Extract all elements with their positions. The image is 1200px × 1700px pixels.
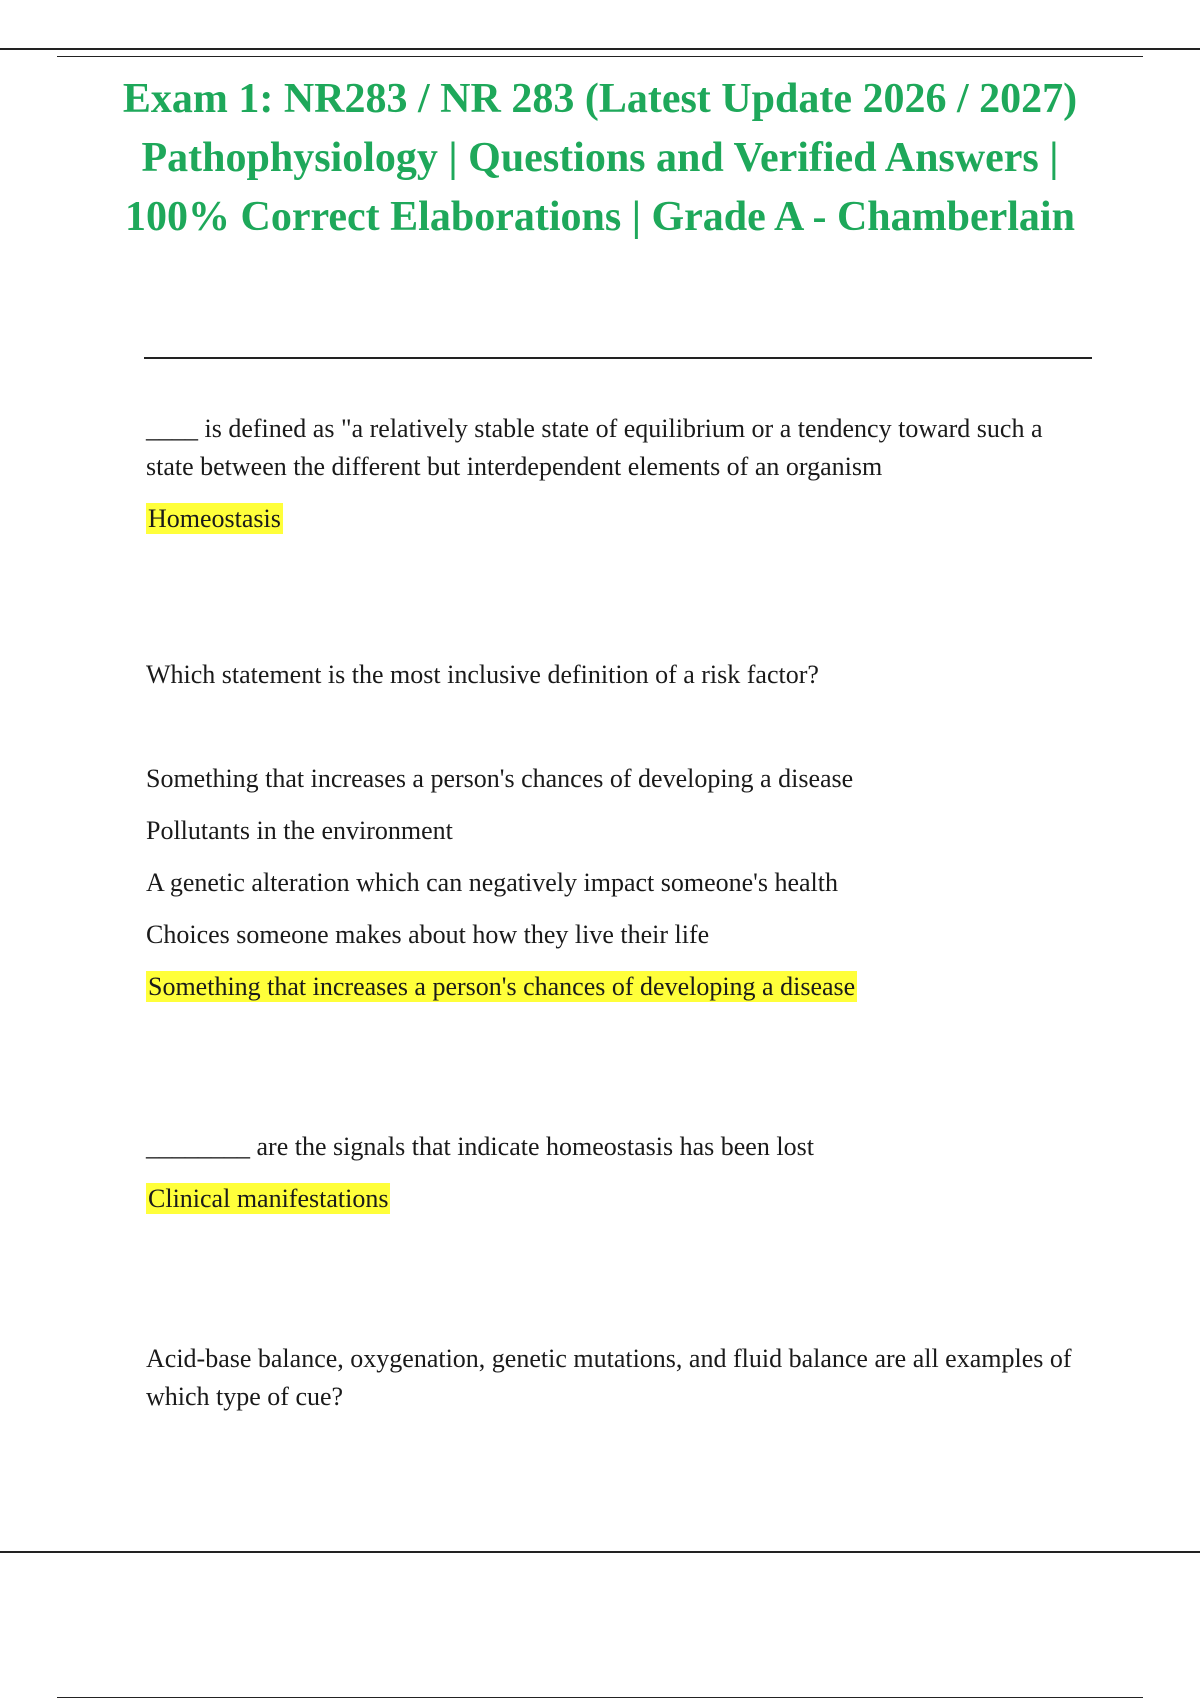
answer-options [146, 760, 1086, 954]
top-page-rule [0, 48, 1200, 50]
answer-option: A genetic alteration which can negatively impact someone's health [146, 868, 838, 897]
question-text: Which statement is the most inclusive definition of a risk factor? [146, 660, 819, 689]
answer-option: Something that increases a person's chances of developing a disease [146, 764, 854, 793]
document-title: Exam 1: NR283 / NR 283 (Latest Update 2026 / 2027) Pathophysiology | Questions and Verified Answers | 100% Correct Elaborations | Grade A - Chamberlain [122, 76, 1078, 240]
question-block [146, 656, 1086, 1006]
highlighted-answer: Something that increases a person's chances of developing a disease [148, 972, 856, 1001]
highlighted-answer: Homeostasis [148, 504, 281, 533]
question-text: ____ is defined as "a relatively stable state of equilibrium or a tendency toward such a state between the different but interdependent elements of an organism [146, 414, 1043, 481]
question-text: Acid-base balance, oxygenation, genetic mutations, and fluid balance are all examples of which type of cue? [146, 1344, 1072, 1411]
bottom-page-rule [0, 1551, 1200, 1553]
top-inner-rule [57, 56, 1143, 57]
question-block [146, 410, 1086, 538]
question-text: ________ are the signals that indicate homeostasis has been lost [146, 1132, 814, 1161]
bottom-inner-rule [57, 1697, 1143, 1698]
answer-option: Pollutants in the environment [146, 816, 453, 845]
title-divider [144, 357, 1092, 359]
answer-option: Choices someone makes about how they live their life [146, 920, 710, 949]
question-block [146, 1340, 1086, 1416]
highlighted-answer: Clinical manifestations [148, 1184, 389, 1213]
question-block [146, 1128, 1086, 1218]
question-list [146, 410, 1086, 1416]
